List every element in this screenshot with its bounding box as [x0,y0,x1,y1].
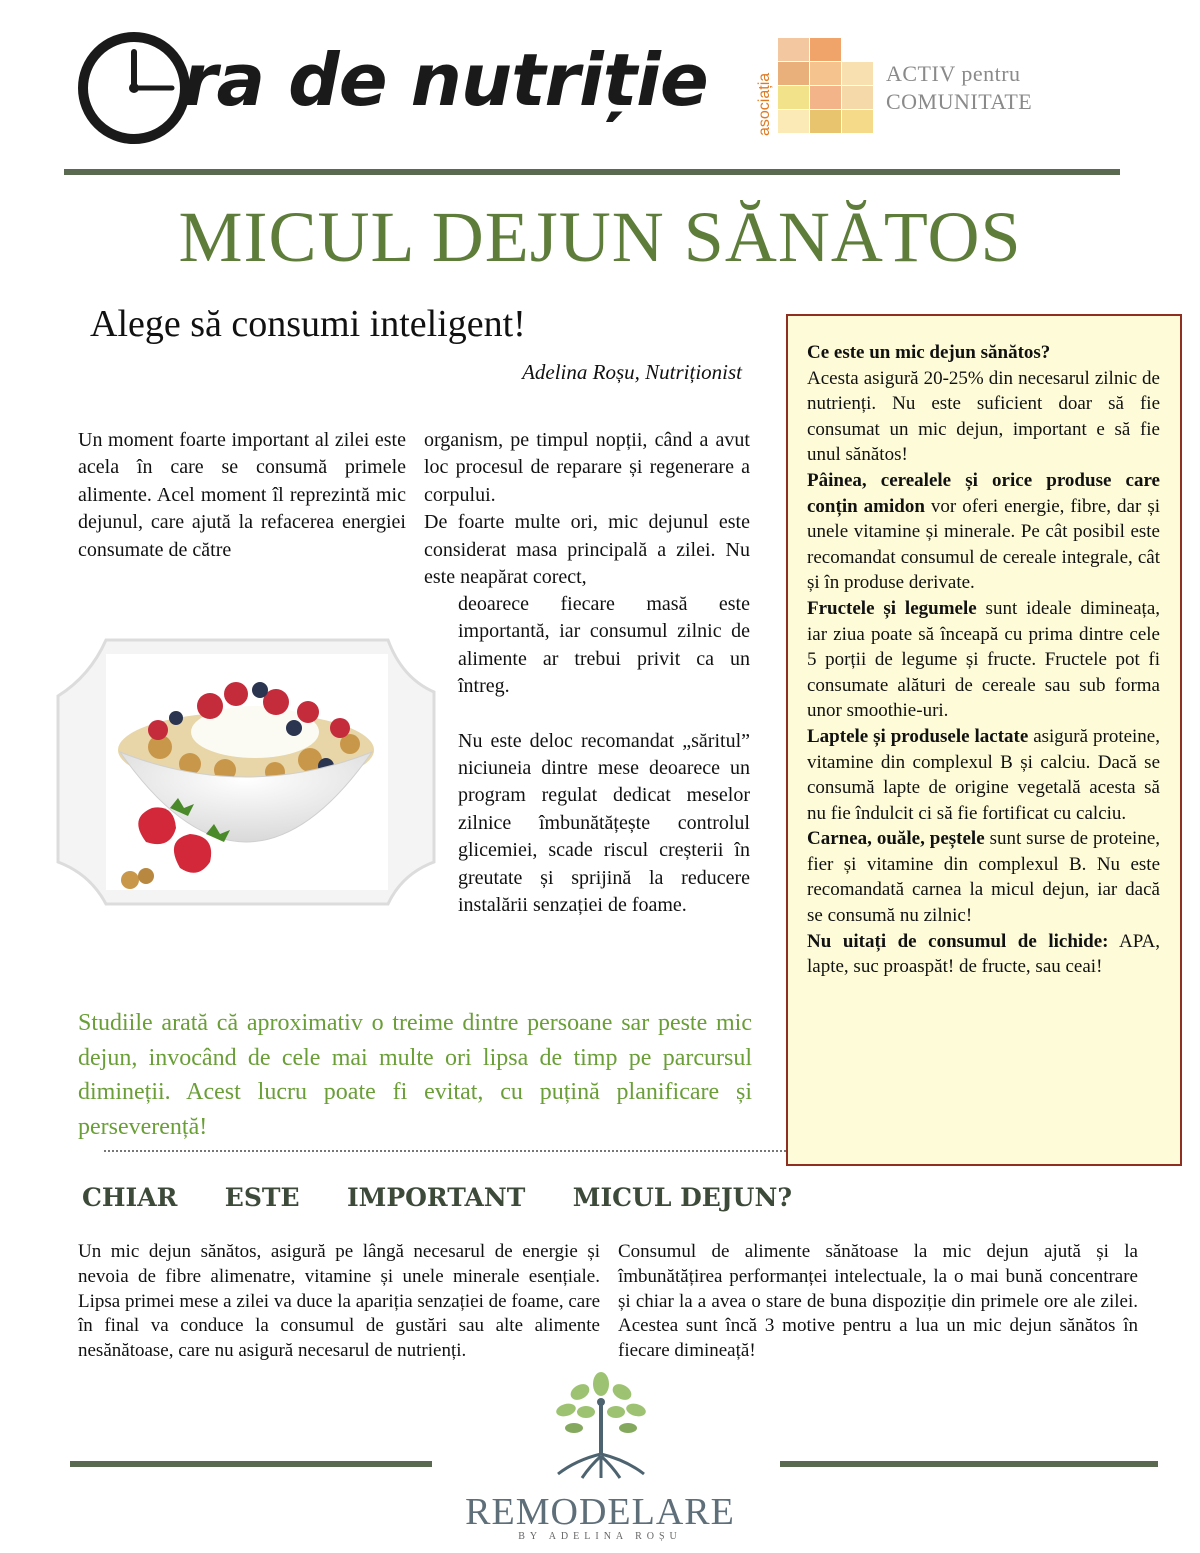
mosaic-tile [810,110,841,133]
header-divider [64,169,1120,175]
mosaic-tile [778,86,809,109]
subtitle: Alege să consumi inteligent! [90,303,526,345]
page-title: MICUL DEJUN SĂNĂTOS [178,197,1022,277]
association-name: ACTIV pentru COMUNITATE [886,61,1033,114]
author: Adelina Roșu, Nutriționist [522,360,742,384]
intro-column-1: Un moment foarte important al zilei este acela în care se consumă primele alimente. Acel moment îl reprezintă mic dejunul, care ajută la refacerea energiei consumate de către [78,429,406,561]
sidebox-paragraph-meat: Carnea, ouăle, peștele sunt surse de proteine, fier și vitamine din complexul B. Nu este recomandată carnea la micul dejun, iar dacă se consumă nu zilnic! [807,828,1160,927]
mosaic-tile [778,110,809,133]
association-label: asociația [756,72,773,136]
sidebox-paragraph-dairy: Laptele și produsele lactate asigură proteine, vitamine din complexul B și calciu. Dacă se consumă lapte de origine vegetală acesta să nu fie îndulcit ci să fie fortificat cu calciu. [807,725,1160,824]
dotted-divider [104,1150,786,1152]
mosaic-tile [842,86,873,109]
mosaic-logo-icon [778,38,874,134]
footer-divider-left [70,1461,432,1467]
clock-icon [76,30,192,146]
intro-column-3: deoarece fiecare masă este importantă, iar consumul zilnic de alimente ar trebui privit ca un întreg. Nu este deloc recomandat „săritul” niciuneia dintre mese deoarece un program regulat dedicat meselor zilnice îmbunătățește controlul glicemiei, scade riscul creșterii în greutate și sprijină la reducere instalării senzației de foame. [458,593,750,917]
section2-column-2: Consumul de alimente sănătoase la mic dejun ajută și la îmbunătățirea performanței intelectuale, la o mai bună concentrare și chiar la a avea o stare de buna dispoziție din primele ore ale zilei. Acestea sunt încă 3 motive pentru a lua un mic dejun sănătos în fiecare dimineață! [618,1241,1138,1362]
info-sidebox [786,314,1182,1166]
footer-logo-name: REMODELARE [465,1491,735,1533]
breakfast-bowl-photo [50,632,446,912]
mosaic-tile [810,38,841,61]
tree-logo-icon [546,1370,656,1480]
association-logo [756,36,1068,140]
mosaic-tile [778,62,809,85]
sidebox-intro: Acesta asigură 20-25% din necesarul zilnic de nutrienți. Nu este suficient doar să fie consumat un mic dejun, important e să fie unul sănătos! [807,367,1160,466]
intro-column-2: organism, pe timpul nopții, când a avut loc procesul de reparare și regenerare a corpului. De foarte multe ori, mic dejunul este considerat masa principală a zilei. Nu este neapărat corect, [424,429,750,589]
mosaic-tile [842,110,873,133]
sidebox-paragraph-liquids: Nu uitați de consumul de lichide: APA, lapte, suc proaspăt! de fructe, sau ceai! [807,930,1160,978]
section-heading: CHIAR ESTE IMPORTANT MICUL DEJUN? [82,1183,792,1212]
mosaic-tile [778,38,809,61]
sidebox-paragraph-cereals: Pâinea, cerealele și orice produse care conțin amidon vor oferi energie, fibre, dar și unele vitamine și minerale. Pe cât posibil este recomandat consumul de cereale integrale, cât și în produse derivate. [807,469,1160,594]
footer-divider-right [780,1461,1158,1467]
section2-column-1: Un mic dejun sănătos, asigură pe lângă necesarul de energie și nevoia de fibre alimenatre, vitamine și unele minerale esențiale. Lipsa primei mese a zilei va duce la apariția senzației de foame, care în final va conduce la consumul de gustări sau alte alimente nesănătoase, care nu asigură necesarul de nutrienți. [78,1241,600,1362]
mosaic-tile [810,86,841,109]
mosaic-tile [810,62,841,85]
footer-logo-subtitle: BY ADELINA ROȘU [518,1531,682,1542]
mosaic-tile [842,62,873,85]
sidebox-question: Ce este un mic dejun sănătos? [807,342,1051,363]
sidebox-paragraph-fruits: Fructele și legumele sunt ideale dimineața, iar ziua poate să înceapă cu prima dintre cele 5 porții de legume și fructe. Fructele pot fi consumate alături de cereale sau sub forma unor smoothie-uri. [807,597,1160,722]
highlight-paragraph: Studiile arată că aproximativ o treime dintre persoane sar peste mic dejun, invocând de cele mai multe ori lipsa de timp pe parcursul dimineții. Acest lucru poate fi evitat, cu puțină planificare și perseverență! [78,1010,752,1140]
brand-title: ra de nutriție [182,38,708,122]
